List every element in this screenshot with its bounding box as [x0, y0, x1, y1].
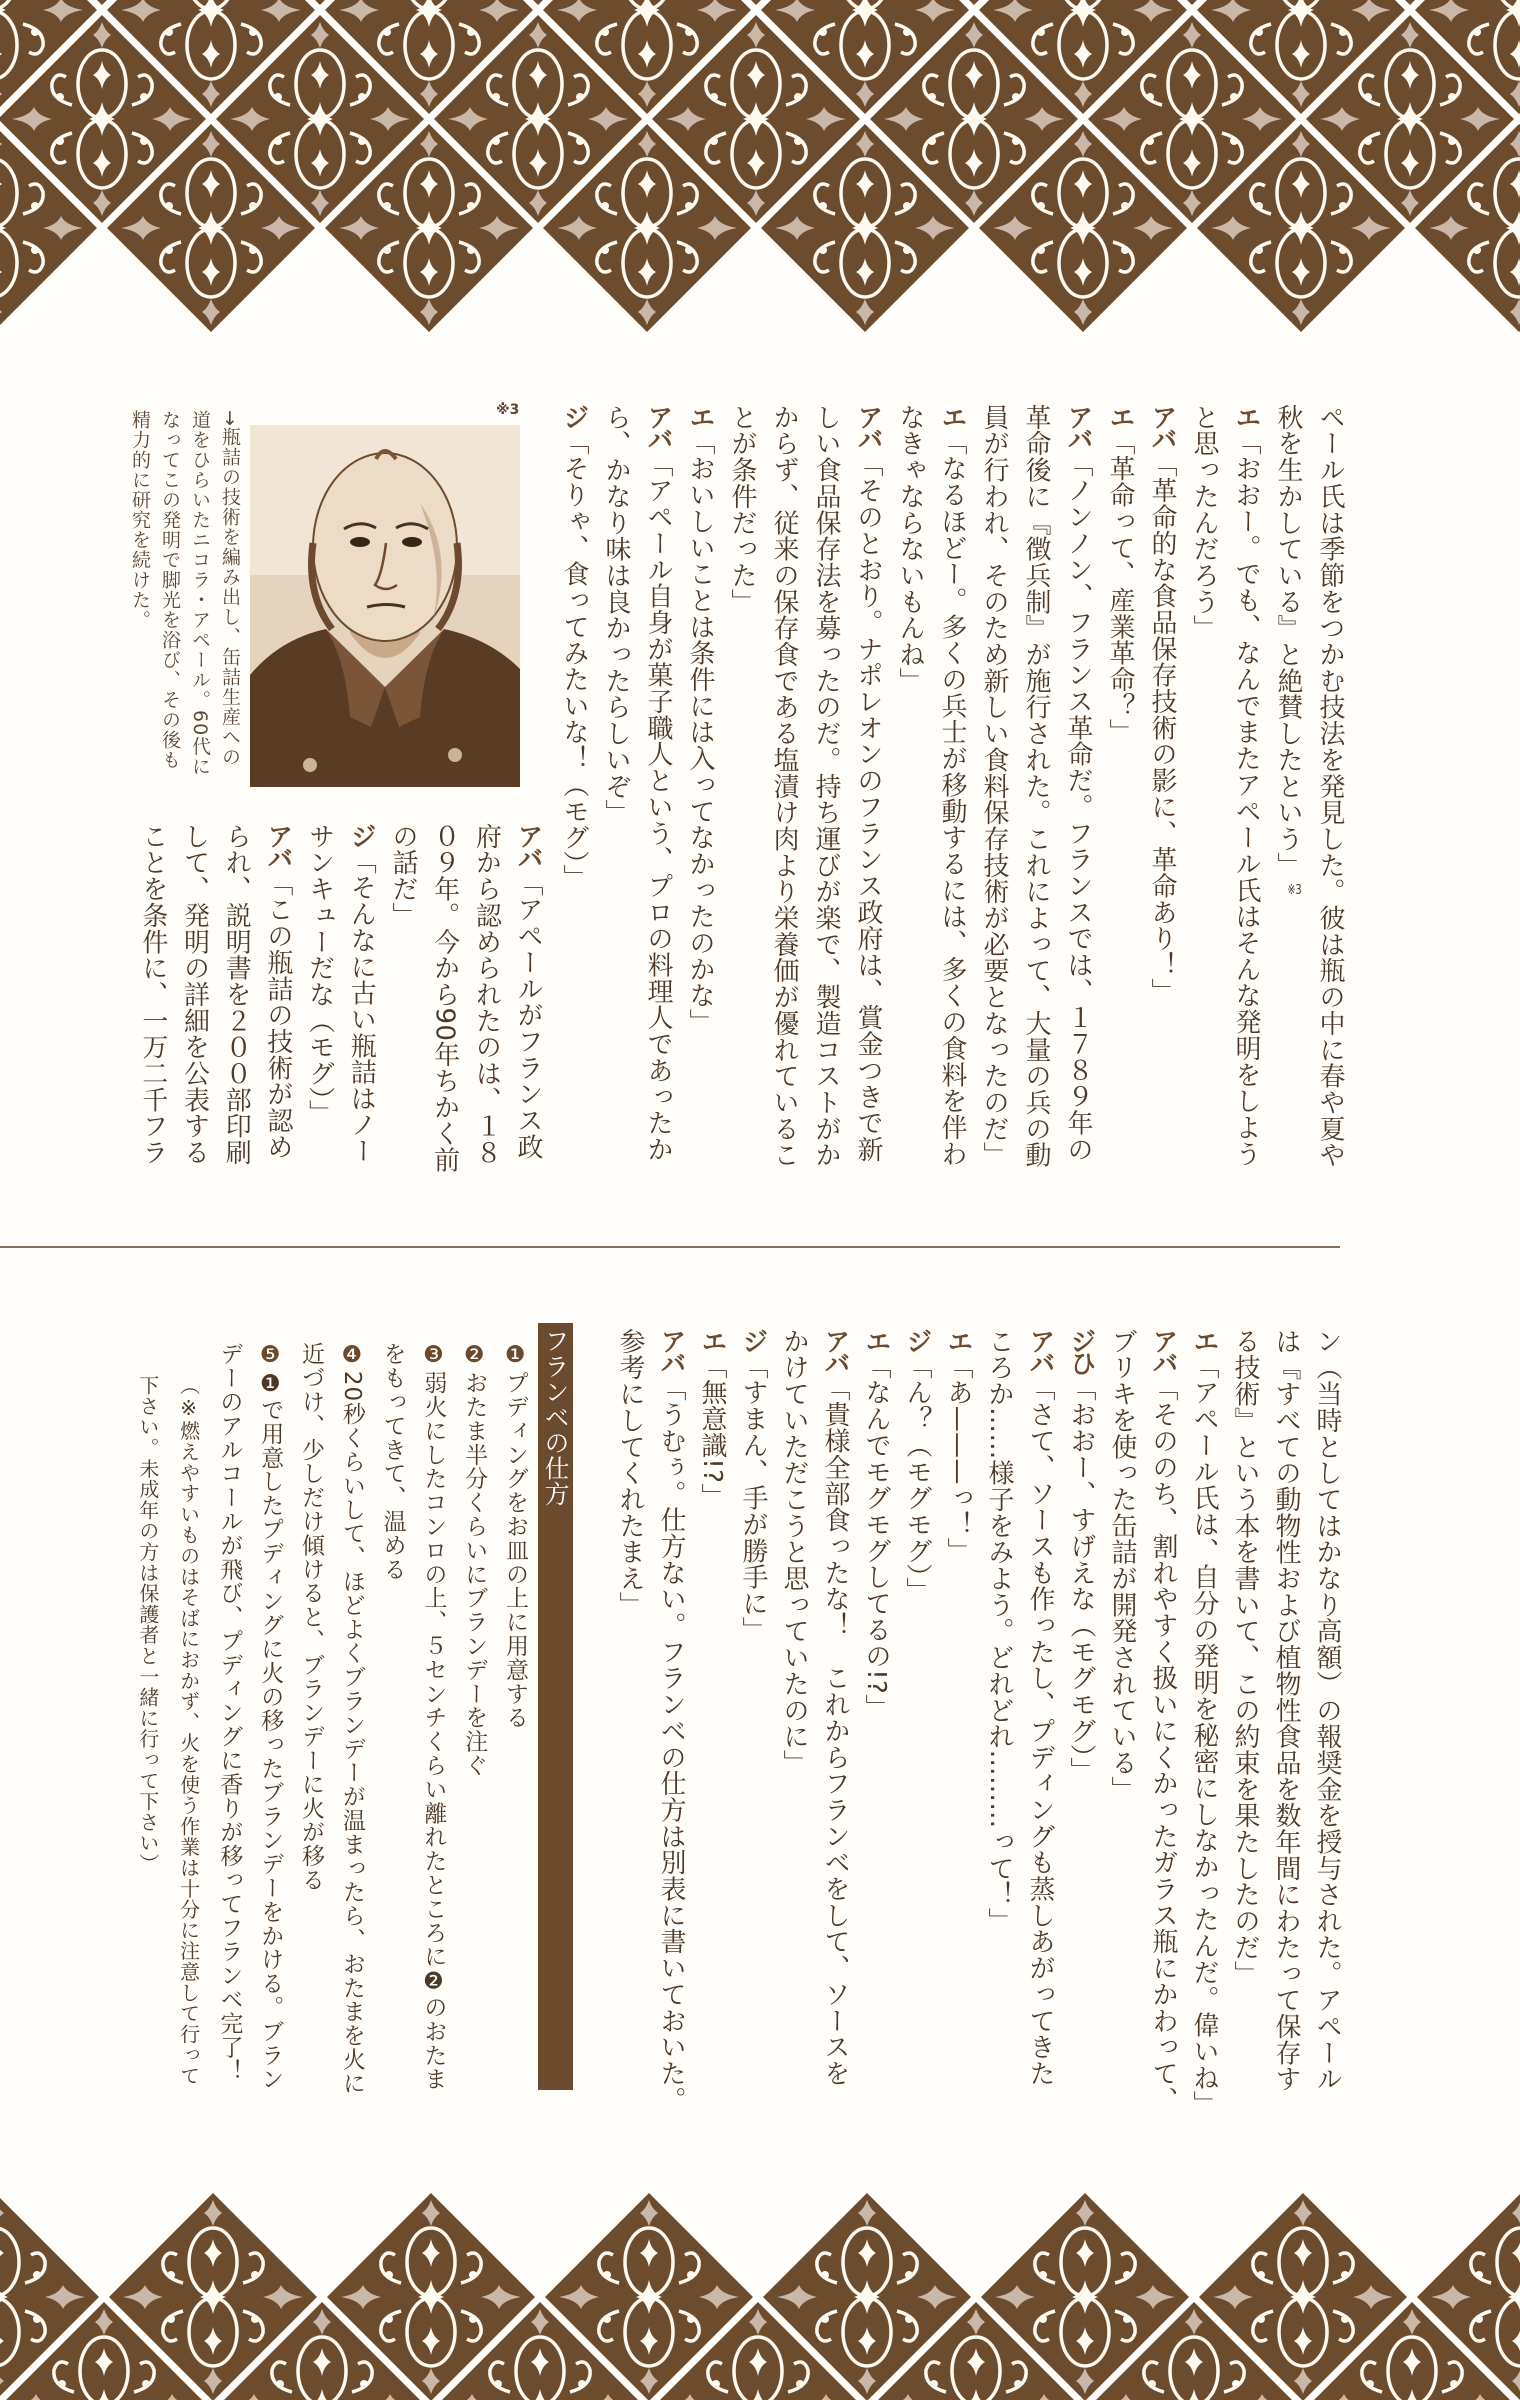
dialogue-column	[814, 1328, 855, 2108]
text-column	[595, 404, 637, 1184]
column-text: 「なんでモグモグしてるの!?」	[861, 1353, 891, 1721]
speaker-label: エ	[937, 404, 967, 426]
article-top-text	[553, 404, 1351, 1184]
dialogue-column	[931, 404, 973, 1184]
ornament-border-bottom	[0, 2192, 1520, 2400]
text-column	[381, 823, 423, 1183]
column-text: は『すべての動物性および植物性食品を数年間にわたって保存す	[1271, 1328, 1301, 2093]
column-text: 「無意識!?」	[697, 1353, 727, 1510]
step-line	[413, 1342, 454, 2102]
speaker-label: アバ	[262, 823, 293, 867]
column-text: 「アペール氏は、自分の発明を秘密にしなかったんだ。偉いね」	[1189, 1353, 1219, 2118]
speaker-label: エ	[861, 1328, 891, 1350]
text-column	[773, 1328, 814, 2108]
text-column	[1306, 1328, 1347, 2108]
step-line	[494, 1342, 535, 2102]
column-text: 「革命的な食品保存技術の影に、革命あり！」	[1147, 451, 1177, 1005]
speaker-label: アバ	[1148, 1328, 1178, 1372]
column-text: ０９年。今から90年ちかく前	[429, 823, 460, 1173]
column-text: ことを条件に、一万二千フラ	[137, 823, 168, 1166]
step-text: をもってきて、温める	[379, 1342, 406, 1581]
column-text: 「なるほどー。多くの兵士が移動するには、多くの食料を伴わ	[937, 429, 967, 1167]
footnote-marker: ※3	[1287, 884, 1302, 898]
step-number-icon: ❶	[502, 1342, 528, 1369]
column-text: 「あ———っ！」	[943, 1353, 973, 1564]
dialogue-column	[691, 1328, 732, 2108]
dialogue-column	[1183, 1328, 1224, 2118]
section-divider	[0, 1246, 1340, 1248]
article-top-text-continued	[131, 823, 548, 1183]
column-text: 「そのとおり。ナポレオンのフランス政府は、賞金つきで新	[853, 451, 883, 1163]
speaker-label: エ	[1231, 404, 1261, 426]
speaker-label: エ	[1189, 1328, 1219, 1350]
column-text: の話だ」	[387, 823, 418, 929]
speaker-label: アバ	[1063, 404, 1093, 448]
column-text: 「おおー。でも、なんでまたアペール氏はそんな発明をしよう	[1231, 429, 1261, 1167]
dialogue-column	[256, 823, 298, 1183]
dialogue-column	[506, 823, 548, 1183]
text-column	[1267, 404, 1309, 1184]
ornament-border-top	[0, 0, 1520, 338]
column-text: 参考にしてくれたまえ」	[615, 1328, 645, 1618]
flambe-box-header	[538, 1323, 573, 2090]
column-text: なきゃならないもんね」	[895, 404, 925, 694]
caption-line: なってこの発明で脚光を浴び、その後も	[159, 410, 181, 770]
speaker-label: エ	[1105, 404, 1135, 426]
step-line	[331, 1342, 372, 2102]
column-text: と思ったんだろう」	[1189, 404, 1219, 642]
speaker-label: エ	[943, 1328, 973, 1350]
text-column	[173, 823, 215, 1183]
speaker-label: エ	[697, 1328, 727, 1350]
column-text: 秋を生かしている』と絶賛したという」	[1273, 404, 1303, 879]
text-column	[805, 404, 847, 1184]
text-column	[298, 823, 340, 1183]
column-text: 「アペール自身が菓子職人という、プロの料理人であったか	[643, 451, 673, 1163]
flambe-box-title: フランベの仕方	[541, 1328, 570, 1507]
text-column	[465, 823, 507, 1183]
step-text: デーのアルコールが飛び、プディングに香りが移ってフランベ完了！	[216, 1342, 243, 2083]
column-text: からず、従来の保存食である塩漬け肉より栄養価が優れているこ	[769, 404, 799, 1169]
dialogue-column	[553, 404, 595, 1184]
dialogue-column	[1225, 404, 1267, 1184]
column-text: 「革命って、産業革命？」	[1105, 429, 1135, 746]
dialogue-column	[637, 404, 679, 1184]
step-text: 近づけ、少しだけ傾けると、ブランデーに火が移る	[298, 1342, 325, 1892]
speaker-label: アバ	[1147, 404, 1177, 448]
dialogue-column	[679, 404, 721, 1184]
step-text: おたま半分くらいにブランデーを注ぐ	[461, 1370, 488, 1778]
speaker-label: アバ	[820, 1328, 850, 1372]
safety-note-line: 下さい。未成年の方は保護者と一緒に行って下さい）	[135, 1375, 160, 1875]
speaker-label: ジひ	[1066, 1328, 1096, 1372]
step-text: 弱火にしたコンロの上、５センチくらい離れたところに❷のおたま	[420, 1370, 447, 2091]
dialogue-column	[340, 823, 382, 1183]
step-line-continued	[290, 1342, 331, 2102]
text-column	[1183, 404, 1225, 1184]
column-text: しい食品保存法を募ったのだ。持ち運びが楽で、製造コストがか	[811, 404, 841, 1169]
article-bottom-text	[609, 1328, 1347, 2118]
column-text: ブリキを使った缶詰が開発されている」	[1107, 1328, 1137, 1803]
column-text: 「そりゃ、食ってみたいな！（モグ）」	[559, 429, 589, 891]
text-column	[215, 823, 257, 1183]
dialogue-column	[1060, 1328, 1101, 2108]
column-text: 府から認められたのは、１８	[471, 823, 502, 1166]
speaker-label: アバ	[513, 823, 543, 867]
dialogue-column	[1099, 404, 1141, 1184]
column-text: 「そののち、割れやすく扱いにくかったガラス瓶にかわって、	[1148, 1375, 1178, 2113]
portrait-image	[250, 425, 520, 787]
speaker-label: アバ	[643, 404, 673, 448]
caption-line: 精力的に研究を続けた。	[129, 410, 151, 630]
step-line	[249, 1342, 290, 2102]
text-column	[1309, 404, 1351, 1184]
column-text: 「そんなに古い瓶詰はノー	[346, 848, 377, 1165]
step-text: 20秒くらいして、ほどよくブランデーが温まったら、おたまを火に	[338, 1370, 365, 2096]
column-text: 「すまん、手が勝手に」	[738, 1353, 768, 1643]
column-text: ン（当時としてはかなり高額）の報奨金を授与された。アペール	[1312, 1328, 1342, 2093]
speaker-label: アバ	[853, 404, 883, 448]
column-text: 「この瓶詰の技術が認め	[262, 870, 293, 1160]
safety-note-line: （※燃えやすいものはそばにおかず、火を使う作業は十分に注意して行って	[176, 1375, 201, 2087]
text-column	[609, 1328, 650, 2108]
caption-line: 道をひらいたニコラ・アペール。60代に	[189, 410, 211, 777]
text-column	[1101, 1328, 1142, 2108]
column-text: 「おおー、すげえな（モグモグ）」	[1066, 1375, 1096, 1784]
step-line-continued	[372, 1342, 413, 2102]
step-number-icon: ❺	[257, 1342, 284, 1369]
column-text: る技術』という本を書いて、この約束を果たしたのだ」	[1230, 1328, 1260, 1987]
column-text: ころか……様子をみよう。どれどれ………って！」	[984, 1328, 1014, 1935]
text-column	[763, 404, 805, 1184]
column-text: 「おいしいことは条件には入ってなかったのかな」	[685, 429, 715, 1036]
text-column	[973, 404, 1015, 1184]
dialogue-column	[1057, 404, 1099, 1184]
portrait-caption	[125, 410, 245, 790]
column-text: られ、説明書を２００部印刷	[221, 823, 252, 1166]
text-column	[131, 823, 173, 1183]
step-text: ❶で用意したプディングに火の移ったブランデーをかける。ブラン	[257, 1370, 284, 2091]
column-text: とが条件だった」	[727, 404, 757, 615]
speaker-label: エ	[685, 404, 715, 426]
caption-line: →瓶詰の技術を編み出し、缶詰生産への	[219, 410, 241, 767]
dialogue-column	[650, 1328, 691, 2113]
speaker-label: ジ	[738, 1328, 768, 1350]
column-text: 「ん？（モグモグ）」	[902, 1353, 932, 1604]
step-number-icon: ❷	[461, 1342, 488, 1369]
text-column	[1265, 1328, 1306, 2108]
text-column	[1015, 404, 1057, 1184]
column-text: 「貴様全部食ったな！ これからフランベをして、ソースを	[820, 1375, 850, 2087]
dialogue-column	[847, 404, 889, 1184]
column-text: して、発明の詳細を公表する	[179, 823, 210, 1166]
column-text: 「アペールがフランス政	[513, 870, 543, 1160]
text-column	[423, 823, 465, 1183]
portrait-footnote-label: ※3	[496, 402, 520, 418]
dialogue-column	[1141, 404, 1183, 1184]
column-text: 「さて、ソースも作ったし、プディングも蒸しあがってきた	[1025, 1375, 1055, 2087]
column-text: 革命後に『徴兵制』が施行された。これによって、大量の兵の動	[1021, 404, 1051, 1169]
speaker-label: ジ	[346, 823, 377, 845]
dialogue-column	[896, 1328, 937, 2108]
dialogue-column	[1142, 1328, 1183, 2113]
flambe-steps	[127, 1342, 535, 2102]
step-line	[453, 1342, 494, 2102]
column-text: ペール氏は季節をつかむ技法を発見した。彼は瓶の中に春や夏や	[1315, 404, 1345, 1169]
text-column	[1224, 1328, 1265, 2108]
dialogue-column	[732, 1328, 773, 2108]
step-line-continued	[209, 1342, 250, 2102]
text-column	[721, 404, 763, 1184]
text-column	[889, 404, 931, 1184]
step-text: プディングをお皿の上に用意する	[502, 1370, 528, 1730]
speaker-label: アバ	[656, 1328, 686, 1372]
step-number-icon: ❸	[420, 1342, 447, 1369]
dialogue-column	[1019, 1328, 1060, 2108]
speaker-label: ジ	[902, 1328, 932, 1350]
column-text: 員が行われ、そのため新しい食料保存技術が必要となったのだ」	[979, 404, 1009, 1169]
column-text: ら、かなり味は良かったらしいぞ」	[601, 404, 631, 826]
dialogue-column	[855, 1328, 896, 2108]
speaker-label: アバ	[1025, 1328, 1055, 1372]
dialogue-column	[937, 1328, 978, 2108]
column-text: 「ノンノン、フランス革命だ。フランスでは、１７８９年の	[1063, 451, 1093, 1163]
column-text: かけていただこうと思っていたのに」	[779, 1328, 809, 1776]
column-text: サンキューだな（モグ）」	[304, 823, 335, 1127]
text-column	[978, 1328, 1019, 2108]
step-number-icon: ❹	[338, 1342, 365, 1369]
speaker-label: ジ	[559, 404, 589, 426]
column-text: 「うむぅ。仕方ない。フランベの仕方は別表に書いておいた。	[656, 1375, 686, 2113]
